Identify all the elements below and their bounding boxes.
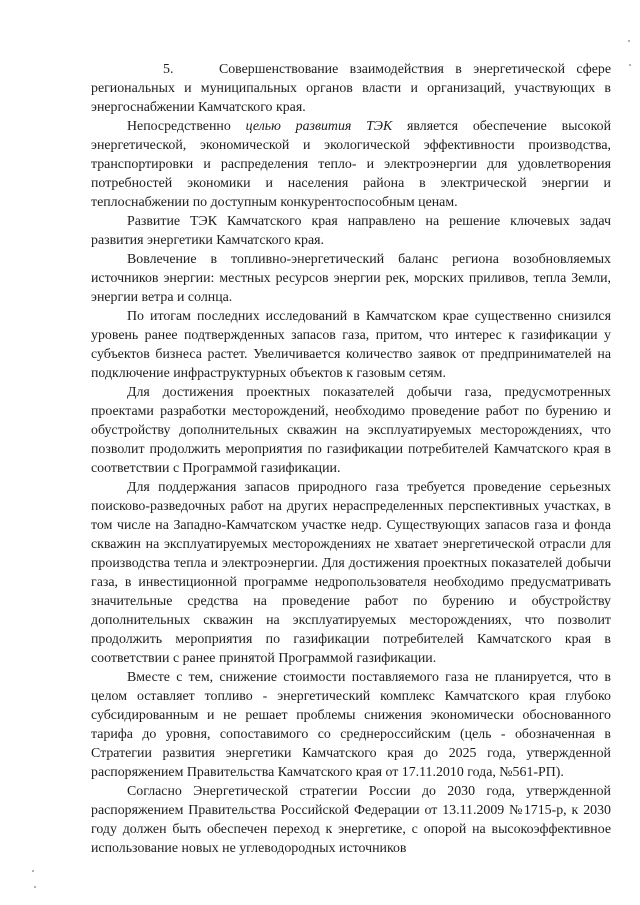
- paragraph: По итогам последних исследований в Камчатском крае существенно снизился уровень ранее подтвержденных запасов газа, притом, что интерес к газификации у субъектов бизнеса растет. Увеличивается количество заявок от предпринимателей на подключение инфраструктурных объектов к газовым сетям.: [91, 309, 611, 381]
- document-page: [91, 60, 611, 858]
- paragraph: Вовлечение в топливно-энергетический баланс региона возобновляемых источников энергии: местных ресурсов энергии рек, морских приливов, тепла Земли, энергии ветра и солнца.: [91, 252, 611, 305]
- list-item-number: 5.: [163, 62, 174, 77]
- paragraph: Согласно Энергетической стратегии России до 2030 года, утвержденной распоряжением Правительства Российской Федерации от 13.11.2009 №1715-р, к 2030 году должен быть обеспечен переход к энергетике, с опорой на высокоэффективное использование новых не углеводородных источников: [91, 784, 611, 856]
- scan-speck: [628, 40, 630, 42]
- list-item-5: [91, 60, 611, 117]
- paragraph: Развитие ТЭК Камчатского края направлено на решение ключевых задач развития энергетики Камчатского края.: [91, 214, 611, 248]
- scan-speck: [34, 886, 36, 888]
- paragraph: Вместе с тем, снижение стоимости поставляемого газа не планируется, что в целом оставляет топливо - энергетический комплекс Камчатского края глубоко субсидированным и не решает проблемы снижения экономически обоснованного тарифа до уровня, сопоставимого со среднероссийским (цель - обозначенная в Стратегии развития энергетики Камчатского края до 2025 года, утвержденной распоряжением Правительства Камчатского края от 17.11.2010 года, №561-РП).: [91, 670, 611, 780]
- list-item-text: Совершенствование взаимодействия в энергетической сфере региональных и муниципальных органов власти и организаций, участвующих в энергоснабжении Камчатского края.: [91, 62, 611, 115]
- scan-speck: [629, 64, 631, 66]
- paragraph-goal-rest: является обеспечение высокой энергетической, экономической и экологической эффективности производства, транспортировки и распределения тепло- и электроэнергии для удовлетворения потребностей экономики и населения района в электрической энергии и теплоснабжении по доступным конкурентоспособным ценам.: [91, 119, 612, 210]
- paragraph: Для достижения проектных показателей добычи газа, предусмотренных проектами разработки месторождений, необходимо проведение работ по бурению и обустройству дополнительных скважин на эксплуатируемых месторождениях, что позволит продолжить мероприятия по газификации потребителей Камчатского края в соответствии с Программой газификации.: [91, 385, 611, 476]
- paragraph-goal: [91, 117, 611, 212]
- paragraph-goal-emphasis: целью развития ТЭК: [245, 119, 393, 134]
- paragraph-goal-lead: Непосредственно: [127, 119, 246, 134]
- paragraph: Для поддержания запасов природного газа требуется проведение серьезных поисково-разведочных работ на других нераспределенных перспективных участках, в том числе на Западно-Камчатском участке недр. Существующих запасов газа и фонда скважин на эксплуатируемых месторождениях не хватает энергетической отрасли для производства тепла и электроэнергии. Для достижения проектных показателей добычи газа, в инвестиционной программе недропользователя необходимо предусматривать значительные средства на проведение работ по бурению и обустройству дополнительных скважин на эксплуатируемых месторождениях, что позволит продолжить мероприятия по газификации потребителей Камчатского края в соответствии с ранее принятой Программой газификации.: [91, 480, 611, 666]
- scan-speck: [32, 870, 34, 872]
